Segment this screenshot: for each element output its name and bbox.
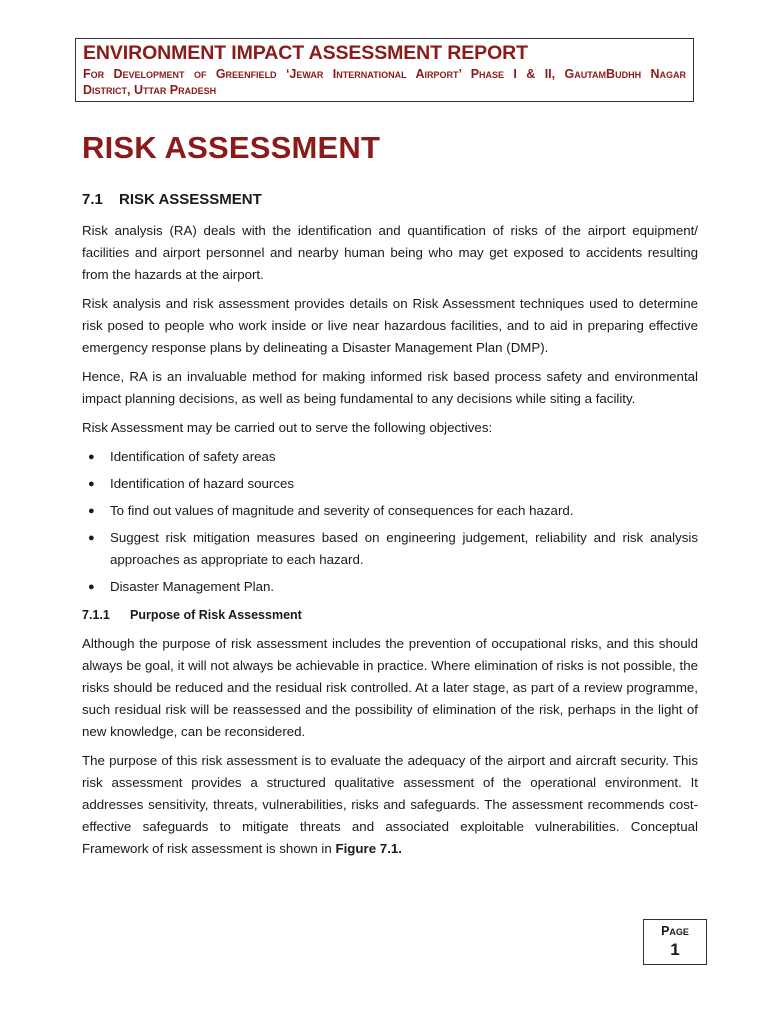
section-number: 7.1 bbox=[82, 191, 103, 208]
paragraph: Risk analysis (RA) deals with the identification and quantification of risks of the airport equipment/ facilities and airport personnel and nearby human being who may get exposed to accidents resulting from the hazards at the airport. bbox=[82, 223, 698, 282]
document-body bbox=[82, 190, 698, 867]
paragraph: Risk Assessment may be carried out to serve the following objectives: bbox=[82, 420, 493, 435]
list-item-text: To find out values of magnitude and severity of consequences for each hazard. bbox=[110, 503, 574, 518]
list-item-text: Identification of hazard sources bbox=[110, 476, 295, 491]
page-number: 1 bbox=[670, 940, 680, 959]
report-subtitle-line2: District, Uttar Pradesh bbox=[83, 83, 217, 97]
section-title: RISK ASSESSMENT bbox=[119, 191, 262, 208]
bullet-dot-icon: ● bbox=[88, 505, 95, 517]
list-item bbox=[82, 473, 698, 495]
paragraph: Hence, RA is an invaluable method for making informed risk based process safety and environmental impact planning decisions, as well as being fundamental to any decisions while siting a facility. bbox=[82, 369, 698, 406]
bullet-dot-icon: ● bbox=[88, 532, 95, 544]
bullet-dot-icon: ● bbox=[88, 581, 95, 593]
section-heading bbox=[82, 190, 698, 210]
bullet-dot-icon: ● bbox=[88, 451, 95, 463]
report-header bbox=[75, 38, 694, 102]
bullet-dot-icon: ● bbox=[88, 478, 95, 490]
paragraph-text: The purpose of this risk assessment is to evaluate the adequacy of the airport and aircraft security. This risk assessment provides a structured qualitative assessment of the operational environment. It addresses sensitivity, threats, vulnerabilities, risks and safeguards. The assessment recommends cost-effective safeguards to mitigate threats and associated exploitable vulnerabilities. Conceptual Framework of risk assessment is shown in bbox=[82, 753, 698, 856]
list-item bbox=[82, 500, 698, 522]
figure-reference: Figure 7.1. bbox=[335, 841, 402, 856]
list-item bbox=[82, 446, 698, 468]
page-label: Page bbox=[661, 924, 689, 938]
paragraph: Risk analysis and risk assessment provides details on Risk Assessment techniques used to determine risk posed to people who work inside or live near hazardous facilities, and to aid in preparing effective emergency response plans by delineating a Disaster Management Plan (DMP). bbox=[82, 296, 698, 355]
objectives-list bbox=[82, 446, 698, 598]
page-number-box bbox=[643, 919, 707, 965]
list-item bbox=[82, 527, 698, 571]
report-subtitle-line1: For Development of Greenfield ‘Jewar International Airport’ Phase I & II, GautamBudhh Nagar bbox=[83, 67, 686, 81]
list-item-text: Suggest risk mitigation measures based on engineering judgement, reliability and risk analysis approaches as appropriate to each hazard. bbox=[110, 530, 698, 567]
subsection-heading bbox=[82, 605, 698, 625]
list-item-text: Disaster Management Plan. bbox=[110, 579, 275, 594]
report-title: ENVIRONMENT IMPACT ASSESSMENT REPORT bbox=[83, 42, 528, 64]
paragraph: Although the purpose of risk assessment includes the prevention of occupational risks, and this should always be goal, it will not always be achievable in practice. Where elimination of risks is not possible, the risks should be reduced and the residual risk controlled. At a later stage, as part of a review programme, such residual risk will be reassessed and the possibility of elimination of the risk, perhaps in the light of new knowledge, can be reconsidered. bbox=[82, 636, 698, 739]
subsection-title: Purpose of Risk Assessment bbox=[130, 608, 302, 622]
list-item bbox=[82, 576, 698, 598]
subsection-number: 7.1.1 bbox=[82, 608, 110, 622]
list-item-text: Identification of safety areas bbox=[110, 449, 276, 464]
paragraph bbox=[82, 750, 698, 860]
page-title: RISK ASSESSMENT bbox=[82, 130, 381, 165]
